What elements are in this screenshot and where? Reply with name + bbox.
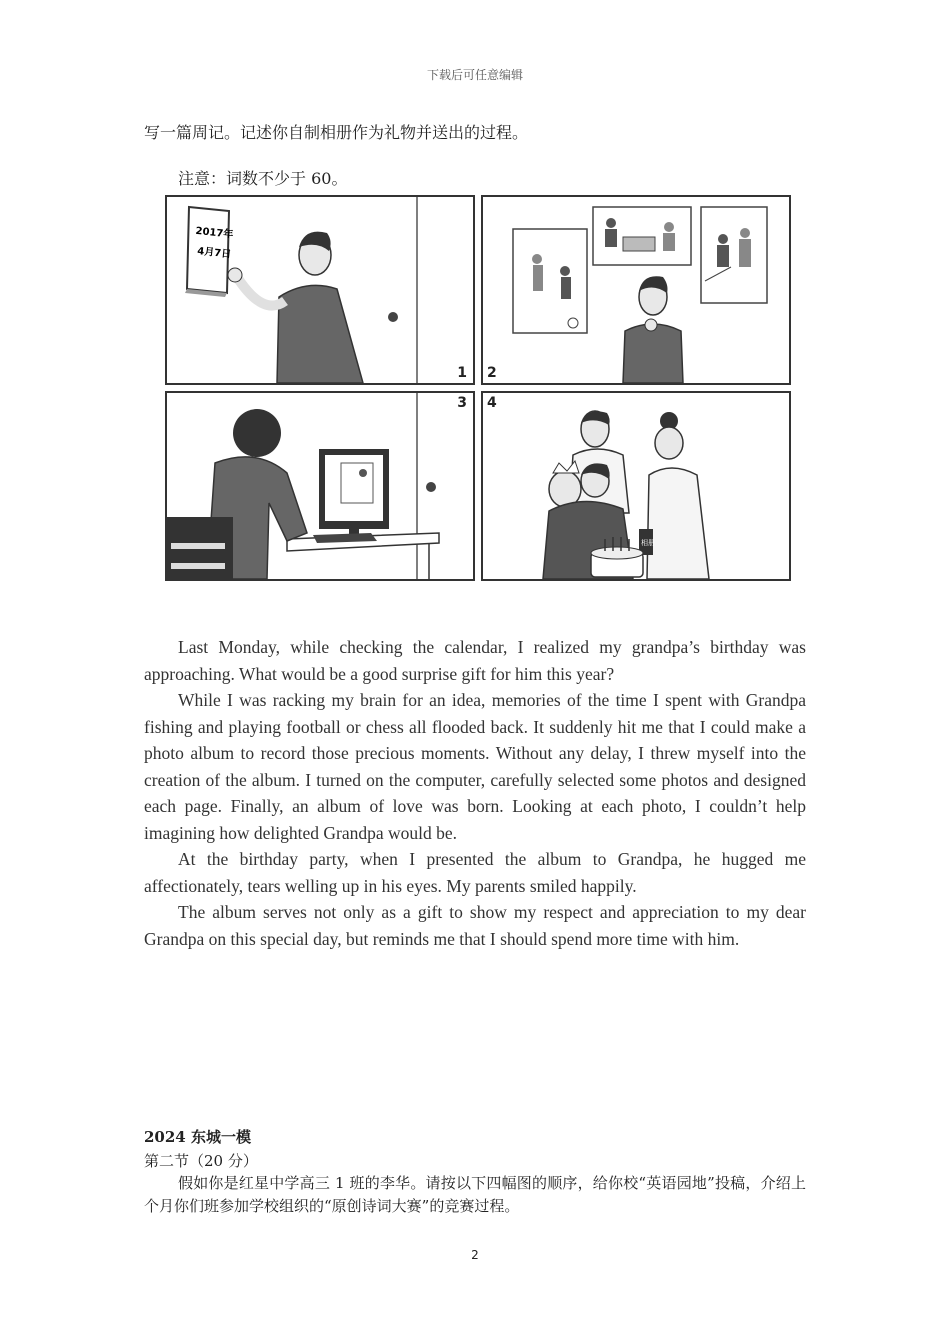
panel-number-2: 2	[487, 365, 497, 381]
task-note: 注意：词数不少于 60。	[178, 169, 348, 188]
panel-1-drawing	[167, 197, 473, 383]
next-section-subtitle: 第二节（20 分）	[144, 1152, 258, 1170]
next-section-body: 假如你是红星中学高三 1 班的李华。请按以下四幅图的顺序，给你校“英语园地”投稿，介绍上个月你们班参加学校组织的“原创诗词大赛”的竞赛过程。	[144, 1174, 806, 1215]
essay-paragraph-1: Last Monday, while checking the calendar, I realized my grandpa’s birthday was approaching. What would be a good surprise gift for him this year?	[144, 637, 806, 684]
comic-panel-1	[165, 195, 475, 385]
watermark-header: 下载后可任意编辑	[426, 68, 523, 82]
panel-2-drawing	[483, 197, 789, 383]
comic-panel-2	[481, 195, 791, 385]
calendar-date: 4月7日	[196, 245, 232, 261]
panel-number-3: 3	[457, 395, 467, 411]
album-label: 相册	[641, 539, 655, 547]
essay-paragraph-2: While I was racking my brain for an idea, memories of the time I spent with Grandpa fishing and playing football or chess all flooded back. It suddenly hit me that I could make a photo album to record those precious moments. Without any delay, I threw myself into the creation of the album. I turned on the computer, carefully selected some photos and designed each page. Finally, an album of love was born. Looking at each photo, I couldn’t help imagining how delighted Grandpa would be.	[144, 690, 806, 843]
panel-4-drawing	[483, 393, 789, 579]
panel-number-1: 1	[457, 365, 467, 381]
essay-paragraph-4: The album serves not only as a gift to show my respect and appreciation to my dear Grandpa on this special day, but reminds me that I should spend more time with him.	[144, 902, 806, 949]
task-prompt: 写一篇周记。记述你自制相册作为礼物并送出的过程。	[144, 123, 529, 142]
calendar-year: 2017年	[194, 225, 234, 241]
comic-panel-3	[165, 391, 475, 581]
comic-panel-4	[481, 391, 791, 581]
panel-number-4: 4	[487, 395, 497, 411]
panel-3-drawing	[167, 393, 473, 579]
next-section-title: 2024 东城一模	[144, 1128, 251, 1146]
model-essay	[144, 634, 806, 952]
essay-paragraph-3: At the birthday party, when I presented the album to Grandpa, he hugged me affectionately, tears welling up in his eyes. My parents smiled happily.	[144, 849, 806, 896]
page-number: 2	[471, 1248, 479, 1262]
